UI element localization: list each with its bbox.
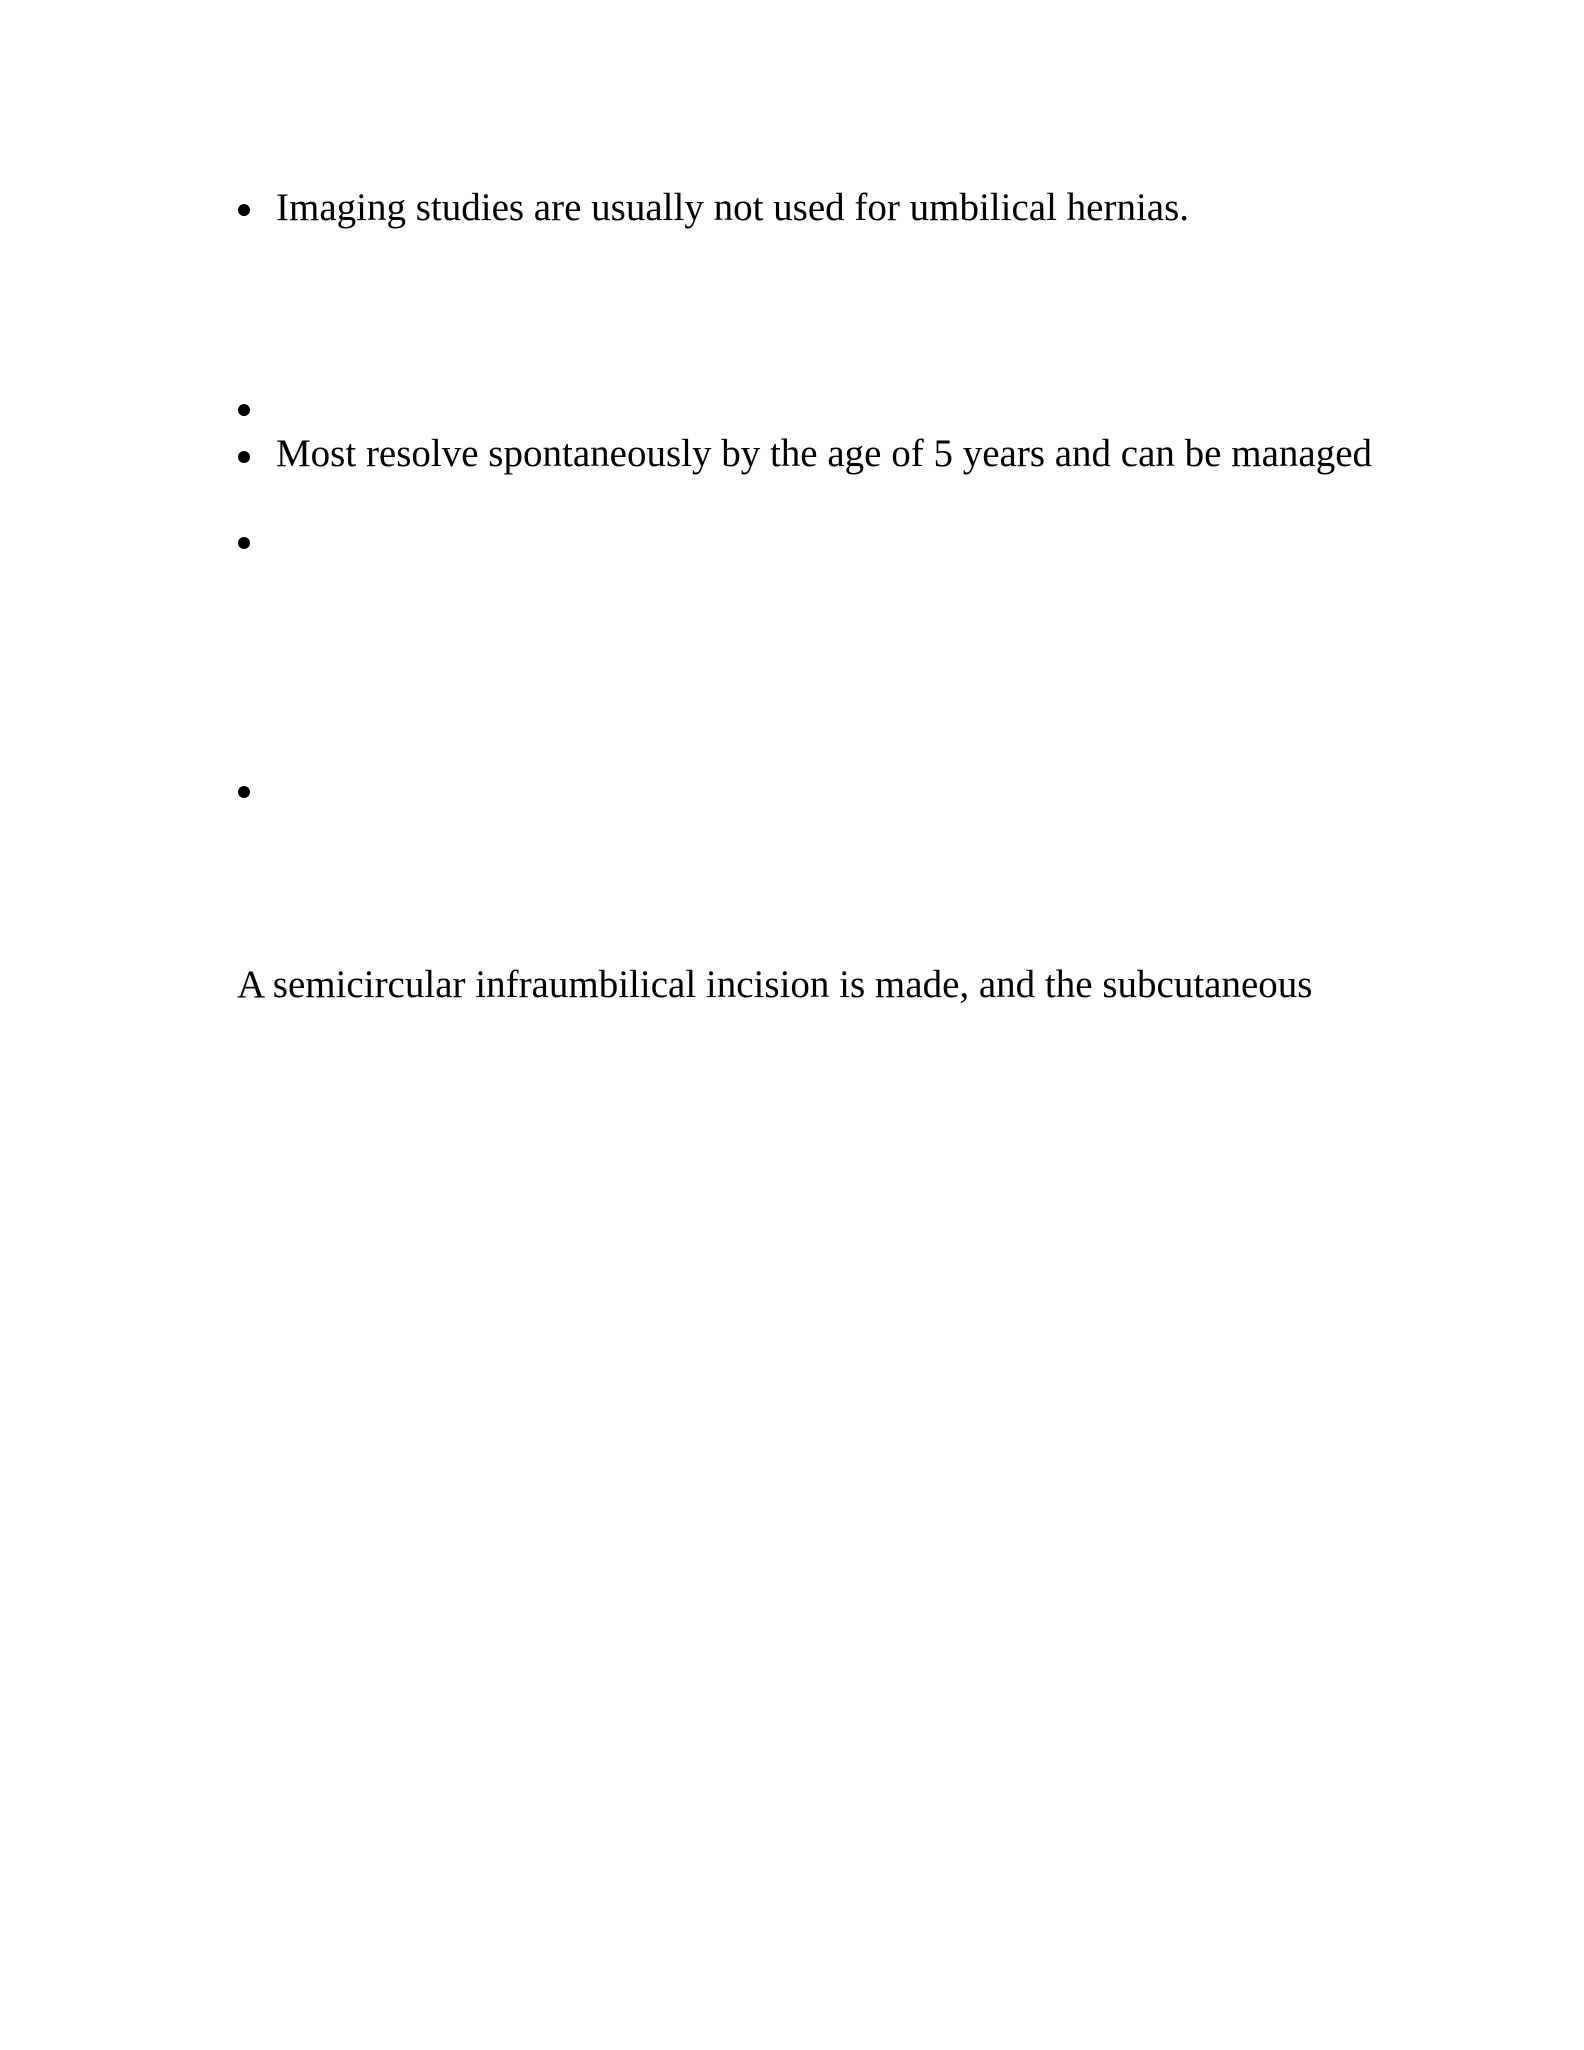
bullet-marker [238,451,250,463]
bullet-text: Imaging studies are usually not used for umbilical hernias. [276,186,1190,229]
bullet-text: Most resolve spontaneously by the age of 5 years and can be managed [276,432,1372,475]
bullet-marker [238,404,250,416]
body-paragraph: A semicircular infraumbilical incision is made, and the subcutaneous [237,963,1313,1006]
bullet-marker [238,537,250,549]
bullet-marker [238,786,250,798]
bullet-marker [238,204,250,216]
